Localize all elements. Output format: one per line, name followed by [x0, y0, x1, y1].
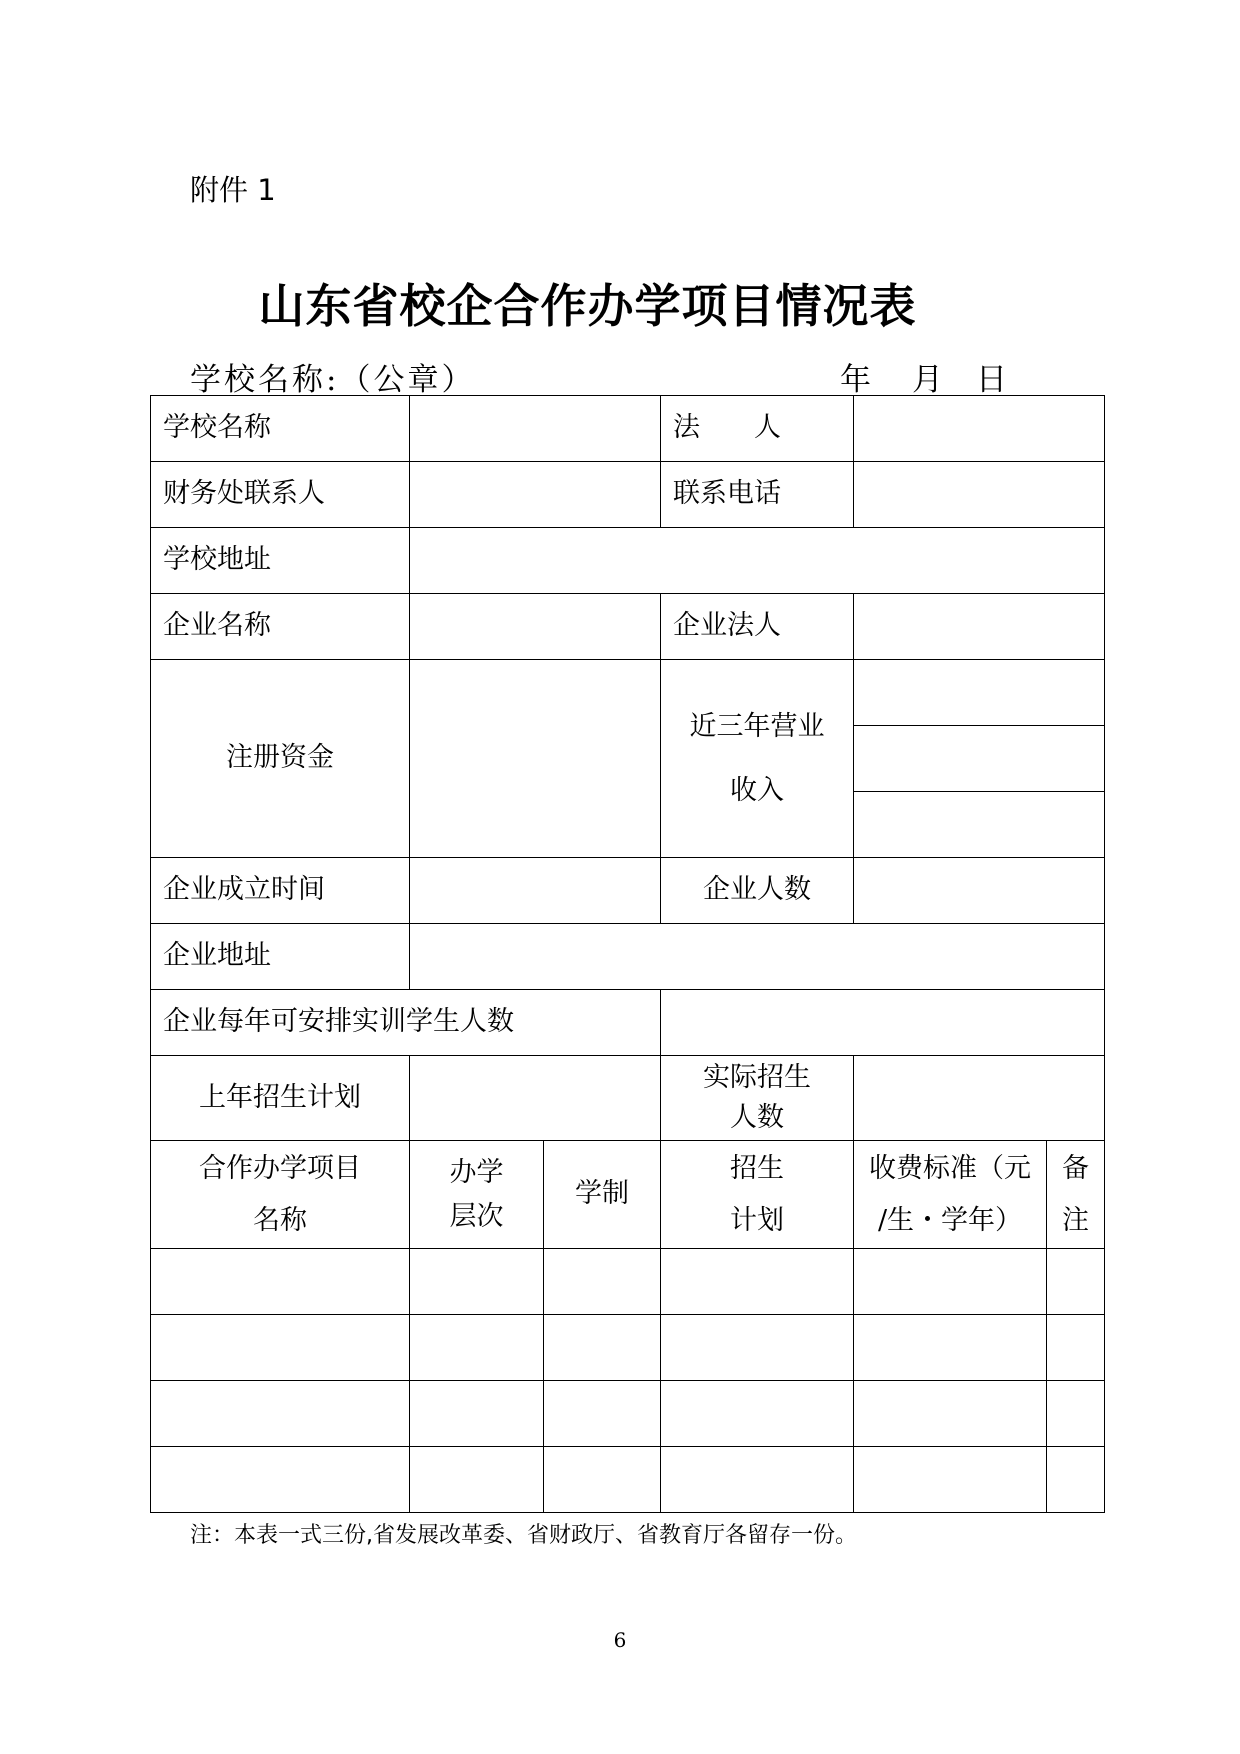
- phone-field[interactable]: [854, 462, 1105, 528]
- table-row: [151, 1447, 1105, 1513]
- table-row: [151, 660, 1105, 726]
- duration-cell[interactable]: [544, 1249, 661, 1315]
- school-address-label: 学校地址: [151, 528, 410, 594]
- attachment-label: 附件 1: [190, 173, 276, 207]
- legal-person-label: 法 人: [661, 396, 854, 462]
- school-address-field[interactable]: [410, 528, 1105, 594]
- level-header: [410, 1141, 544, 1249]
- table-row: [151, 396, 1105, 462]
- level-cell[interactable]: [410, 1249, 544, 1315]
- duration-cell[interactable]: [544, 1315, 661, 1381]
- table-row: [151, 528, 1105, 594]
- project-name-cell[interactable]: [151, 1315, 410, 1381]
- finance-contact-label: 财务处联系人: [151, 462, 410, 528]
- company-name-label: 企业名称: [151, 594, 410, 660]
- phone-label: 联系电话: [661, 462, 854, 528]
- school-name-seal-label: 学校名称:（公章）: [190, 362, 476, 398]
- established-time-field[interactable]: [410, 858, 661, 924]
- actual-enrollment-field[interactable]: [854, 1056, 1105, 1141]
- plan-cell[interactable]: [661, 1447, 854, 1513]
- date-month-label: 月: [912, 362, 943, 398]
- level-cell[interactable]: [410, 1315, 544, 1381]
- table-row: [151, 1141, 1105, 1249]
- company-headcount-label: 企业人数: [661, 858, 854, 924]
- remarks-cell[interactable]: [1047, 1315, 1105, 1381]
- date-year-label: 年: [840, 362, 871, 398]
- revenue-label-line1: 近三年营业: [689, 710, 825, 742]
- established-time-label: 企业成立时间: [151, 858, 410, 924]
- company-address-field[interactable]: [410, 924, 1105, 990]
- duration-cell[interactable]: [544, 1447, 661, 1513]
- company-legal-person-label: 企业法人: [661, 594, 854, 660]
- level-header-line2: 层次: [449, 1200, 504, 1232]
- actual-enrollment-label: [661, 1056, 854, 1141]
- plan-header-line1: 招生: [730, 1152, 784, 1184]
- fee-header-line1: 收费标准（元: [869, 1152, 1031, 1184]
- project-info-table: [150, 395, 1105, 1513]
- fee-header-line2: /生・学年）: [877, 1204, 1023, 1236]
- level-cell[interactable]: [410, 1381, 544, 1447]
- revenue-year2-field[interactable]: [854, 726, 1105, 792]
- fee-cell[interactable]: [854, 1447, 1047, 1513]
- project-name-header: [151, 1141, 410, 1249]
- level-cell[interactable]: [410, 1447, 544, 1513]
- footer-note: 注：本表一式三份,省发展改革委、省财政厅、省教育厅各留存一份。: [190, 1523, 857, 1548]
- table-row: [151, 990, 1105, 1056]
- fee-cell[interactable]: [854, 1249, 1047, 1315]
- school-name-label: 学校名称: [151, 396, 410, 462]
- last-year-plan-label: 上年招生计划: [151, 1056, 410, 1141]
- school-name-field[interactable]: [410, 396, 661, 462]
- duration-header: 学制: [544, 1141, 661, 1249]
- finance-contact-field[interactable]: [410, 462, 661, 528]
- date-day-label: 日: [976, 362, 1007, 398]
- plan-cell[interactable]: [661, 1315, 854, 1381]
- project-name-header-line2: 名称: [253, 1204, 307, 1236]
- registered-capital-label: 注册资金: [151, 660, 410, 858]
- remarks-cell[interactable]: [1047, 1381, 1105, 1447]
- table-row: [151, 1056, 1105, 1141]
- company-headcount-field[interactable]: [854, 858, 1105, 924]
- revenue-label-line2: 收入: [730, 774, 784, 806]
- project-name-cell[interactable]: [151, 1249, 410, 1315]
- remarks-header-line1: 备: [1062, 1152, 1089, 1184]
- duration-cell[interactable]: [544, 1381, 661, 1447]
- project-name-cell[interactable]: [151, 1381, 410, 1447]
- registered-capital-field[interactable]: [410, 660, 661, 858]
- plan-header: [661, 1141, 854, 1249]
- last-year-plan-field[interactable]: [410, 1056, 661, 1141]
- revenue-year1-field[interactable]: [854, 660, 1105, 726]
- page-number: 6: [613, 1628, 627, 1652]
- fee-cell[interactable]: [854, 1381, 1047, 1447]
- remarks-header: [1047, 1141, 1105, 1249]
- fee-cell[interactable]: [854, 1315, 1047, 1381]
- company-name-field[interactable]: [410, 594, 661, 660]
- table-row: [151, 1315, 1105, 1381]
- revenue-label: [661, 660, 854, 858]
- table-row: [151, 1381, 1105, 1447]
- remarks-cell[interactable]: [1047, 1447, 1105, 1513]
- table-row: [151, 462, 1105, 528]
- document-title: 山东省校企合作办学项目情况表: [258, 279, 917, 333]
- remarks-header-line2: 注: [1062, 1204, 1089, 1236]
- project-name-cell[interactable]: [151, 1447, 410, 1513]
- plan-cell[interactable]: [661, 1381, 854, 1447]
- actual-enrollment-label-line1: 实际招生: [703, 1062, 811, 1093]
- table-row: [151, 1249, 1105, 1315]
- company-address-label: 企业地址: [151, 924, 410, 990]
- table-row: [151, 924, 1105, 990]
- revenue-year3-field[interactable]: [854, 792, 1105, 858]
- company-legal-person-field[interactable]: [854, 594, 1105, 660]
- training-capacity-label: 企业每年可安排实训学生人数: [151, 990, 661, 1056]
- remarks-cell[interactable]: [1047, 1249, 1105, 1315]
- fee-header: [854, 1141, 1047, 1249]
- table-row: [151, 594, 1105, 660]
- actual-enrollment-label-line2: 人数: [730, 1102, 784, 1133]
- plan-header-line2: 计划: [730, 1204, 784, 1236]
- training-capacity-field[interactable]: [661, 990, 1105, 1056]
- plan-cell[interactable]: [661, 1249, 854, 1315]
- legal-person-field[interactable]: [854, 396, 1105, 462]
- level-header-line1: 办学: [449, 1156, 504, 1188]
- table-row: [151, 858, 1105, 924]
- project-name-header-line1: 合作办学项目: [199, 1152, 361, 1184]
